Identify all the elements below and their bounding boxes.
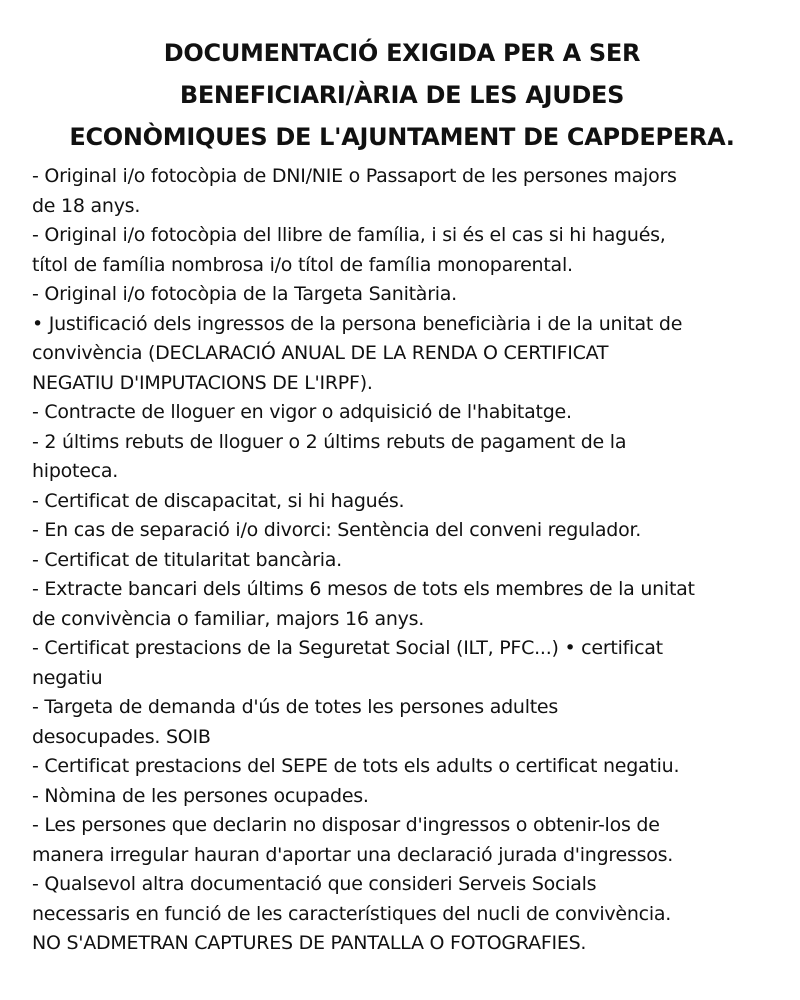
title-line: DOCUMENTACIÓ EXIGIDA PER A SER <box>163 39 641 67</box>
text-line: desocupades. SOIB <box>32 725 211 748</box>
text-line: - Contracte de lloguer en vigor o adquisició de l'habitatge. <box>32 401 572 423</box>
text-line: - Certificat de titularitat bancària. <box>32 548 342 571</box>
text-line: - 2 últims rebuts de lloguer o 2 últims rebuts de pagament de la <box>32 430 627 453</box>
text-line: - Les persones que declarin no disposar d'ingressos o obtenir-los de <box>32 814 660 836</box>
text-line: - Nòmina de les persones ocupades. <box>32 784 369 807</box>
text-line: títol de família nombrosa i/o títol de família monoparental. <box>32 253 573 276</box>
text-line: NEGATIU D'IMPUTACIONS DE L'IRPF). <box>32 371 373 394</box>
text-line: - Targeta de demanda d'ús de totes les persones adultes <box>32 696 559 718</box>
text-line: - Original i/o fotocòpia del llibre de família, i si és el cas si hi hagués, <box>32 224 666 246</box>
text-line: - En cas de separació i/o divorci: Sentència del conveni regulador. <box>32 519 642 541</box>
text-line: NO S'ADMETRAN CAPTURES DE PANTALLA O FOTOGRAFIES. <box>32 932 587 954</box>
text-line: negatiu <box>32 666 103 689</box>
text-line: convivència (DECLARACIÓ ANUAL DE LA RENDA O CERTIFICAT <box>32 342 609 364</box>
text-line: hipoteca. <box>32 460 119 482</box>
document-title <box>32 32 772 158</box>
text-line: - Qualsevol altra documentació que consideri Serveis Socials <box>32 873 597 895</box>
text-line: - Original i/o fotocòpia de la Targeta Sanitària. <box>32 283 457 305</box>
text-line: de convivència o familiar, majors 16 anys. <box>32 607 425 630</box>
text-line: • Justificació dels ingressos de la persona beneficiària i de la unitat de <box>32 312 683 335</box>
text-line: - Original i/o fotocòpia de DNI/NIE o Passaport de les persones majors <box>32 165 677 187</box>
text-line: - Certificat prestacions del SEPE de tots els adults o certificat negatiu. <box>32 755 680 777</box>
requirements-list <box>32 162 772 959</box>
text-line: necessaris en funció de les característiques del nucli de convivència. <box>32 902 672 925</box>
text-line: de 18 anys. <box>32 194 141 217</box>
text-line: - Certificat prestacions de la Seguretat Social (ILT, PFC...) • certificat <box>32 637 663 659</box>
text-line: manera irregular hauran d'aportar una declaració jurada d'ingressos. <box>32 843 674 866</box>
title-line: ECONÒMIQUES DE L'AJUNTAMENT DE CAPDEPERA. <box>69 123 735 151</box>
title-line: BENEFICIARI/ÀRIA DE LES AJUDES <box>179 81 625 109</box>
text-line: - Certificat de discapacitat, si hi hagués. <box>32 489 405 512</box>
text-line: - Extracte bancari dels últims 6 mesos de tots els membres de la unitat <box>32 578 695 600</box>
